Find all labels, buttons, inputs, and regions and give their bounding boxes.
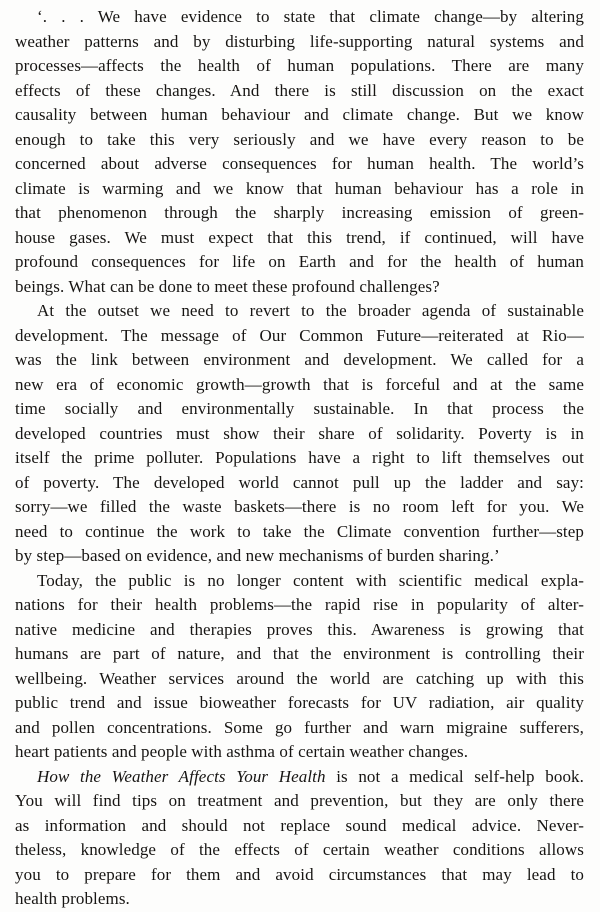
book-title-italic: How the Weather Affects Your Health	[37, 766, 326, 786]
text-line: theless, knowledge of the effects of certain weather conditions allows	[15, 840, 584, 859]
text-line: profound consequences for life on Earth and for the health of human	[15, 252, 584, 271]
text-line: public trend and issue bioweather forecasts for UV radiation, air quality	[15, 693, 584, 712]
paragraph	[15, 569, 584, 765]
text-line: enough to take this very seriously and we have every reason to be	[15, 129, 584, 149]
text-line: of poverty. The developed world cannot pull up the ladder and say:	[15, 472, 584, 492]
text-line: nations for their health problems—the rapid rise in popularity of alter-	[15, 595, 584, 614]
text-line: You will find tips on treatment and prevention, but they are only there	[15, 791, 584, 810]
text-line: health problems.	[15, 889, 130, 908]
paragraph	[15, 5, 584, 299]
text-line: At the outset we need to revert to the broader agenda of sustainable	[37, 301, 584, 320]
text-line: Today, the public is no longer content with scientific medical expla-	[37, 570, 584, 590]
text-line: and pollen concentrations. Some go further and warn migraine sufferers,	[15, 717, 584, 737]
text-line: sorry—we filled the waste baskets—there is no room left for you. We	[15, 497, 584, 516]
text-line: you to prepare for them and avoid circumstances that may lead to	[15, 864, 584, 884]
text-line: causality between human behaviour and climate change. But we know	[15, 105, 584, 124]
text-line: climate is warming and we know that human behaviour has a role in	[15, 178, 584, 198]
text-line: house gases. We must expect that this trend, if continued, will have	[15, 227, 584, 247]
text-line: itself the prime polluter. Populations have a right to lift themselves out	[15, 448, 584, 467]
text-line: development. The message of Our Common Future—reiterated at Rio—	[15, 325, 584, 345]
text-line: new era of economic growth—growth that is forceful and at the same	[15, 374, 584, 394]
text-line: by step—based on evidence, and new mechanisms of burden sharing.’	[15, 546, 500, 565]
text-line	[15, 765, 584, 790]
text-line: heart patients and people with asthma of certain weather changes.	[15, 742, 469, 761]
text-line: beings. What can be done to meet these profound challenges?	[15, 276, 440, 296]
text-segment: is not a medical self-help book.	[325, 766, 584, 786]
text-line: native medicine and therapies proves this. Awareness is growing that	[15, 619, 584, 639]
text-line: concerned about adverse consequences for human health. The world’s	[15, 154, 584, 173]
text-line: ‘. . . We have evidence to state that climate change—by altering	[37, 7, 584, 26]
text-line: effects of these changes. And there is still discussion on the exact	[15, 80, 584, 100]
paragraph	[15, 299, 584, 569]
text-line: wellbeing. Weather services around the world are catching up with this	[15, 668, 584, 688]
paragraph	[15, 765, 584, 912]
text-line: time socially and environmentally sustainable. In that process the	[15, 399, 584, 418]
text-line: processes—affects the health of human populations. There are many	[15, 56, 584, 75]
text-line: weather patterns and by disturbing life-supporting natural systems and	[15, 31, 584, 51]
text-line: humans are part of nature, and that the environment is controlling their	[15, 644, 584, 663]
text-line: as information and should not replace sound medical advice. Never-	[15, 815, 584, 835]
text-line: need to continue the work to take the Climate convention further—step	[15, 521, 584, 541]
text-line: developed countries must show their share of solidarity. Poverty is in	[15, 423, 584, 443]
text-line: was the link between environment and development. We called for a	[15, 350, 584, 369]
text-line: that phenomenon through the sharply increasing emission of green-	[15, 203, 584, 222]
